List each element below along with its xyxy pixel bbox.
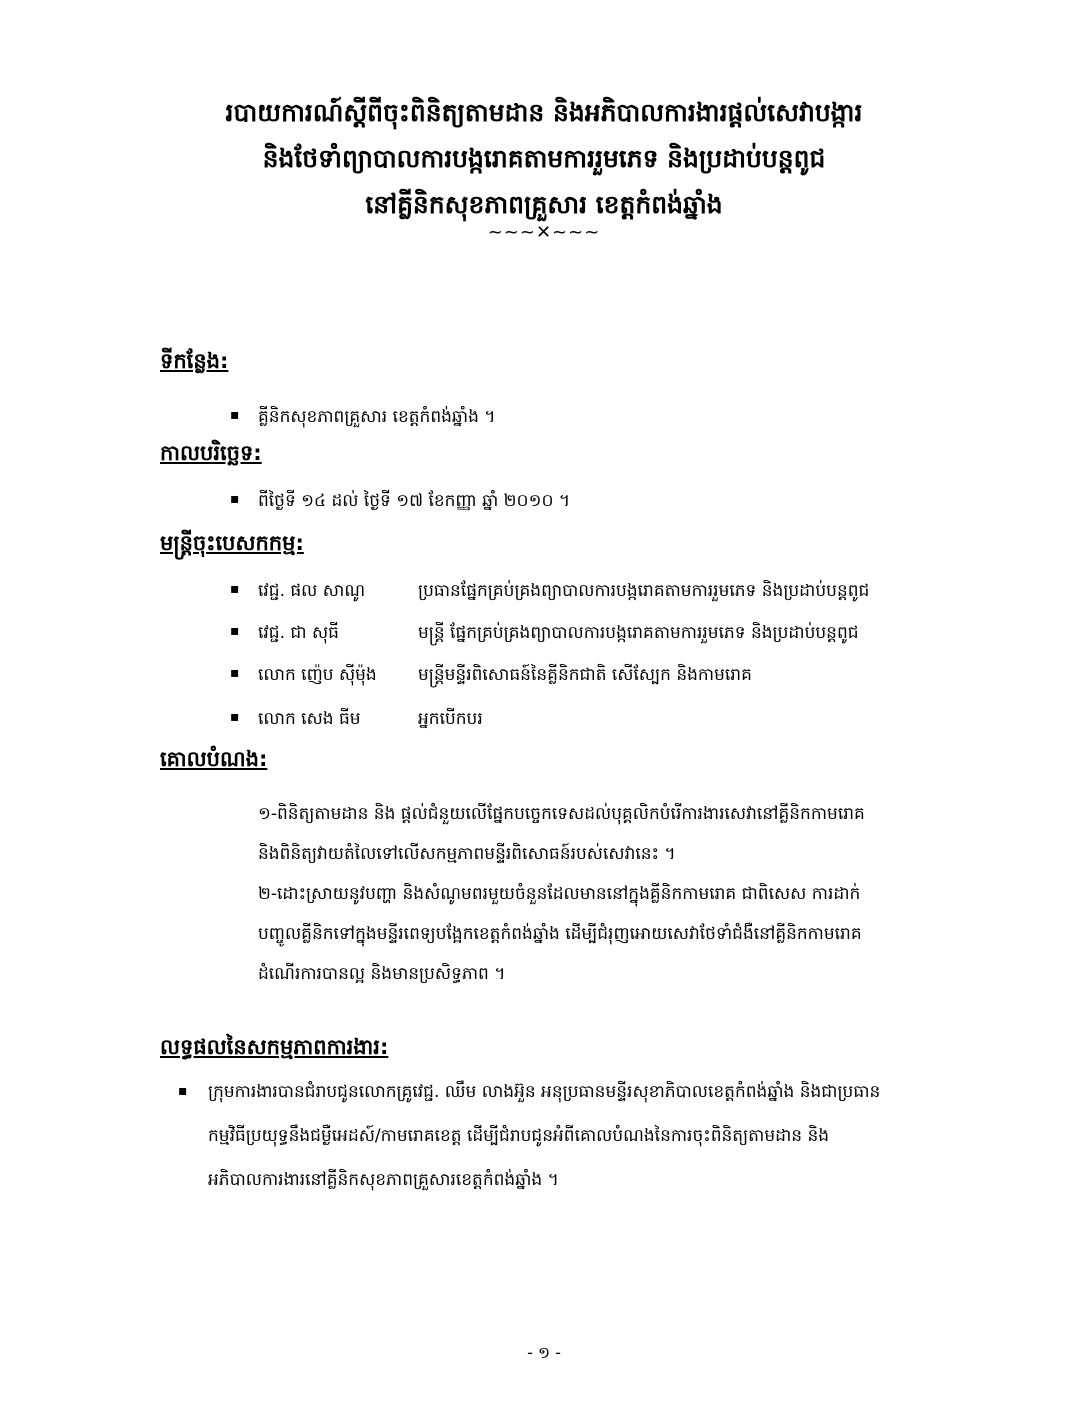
bullet-icon: ▪ [230,581,240,597]
staff-role: អ្នកបើកបរ [418,709,483,729]
staff-name: វេជ្ជ. ផល សាណូ [258,581,366,601]
staff-role: មន្ត្រី ផ្នែកគ្រប់គ្រងព្យាបាលការបង្ករោគតាមការរួមភេទ និងប្រដាប់បន្តពូជ [418,623,859,643]
title-line-2: និងថែទាំព្យាបាលការបង្ករោគតាមការរួមភេទ និងប្រដាប់បន្តពូជ [262,144,826,173]
bullet-icon: ▪ [230,491,240,507]
page-number: - ១ - [527,1343,561,1362]
bullet-icon: ▪ [230,709,240,725]
heading-period: កាលបរិច្ឆេទ: [160,441,262,465]
title-line-3: នៅគ្លីនិកសុខភាពគ្រួសារ ខេត្តកំពង់ឆ្នាំង [365,190,723,219]
staff-role: ប្រធានផ្នែកគ្រប់គ្រងព្យាបាលការបង្ករោគតាមការរួមភេទ និងប្រដាប់បន្តពូជ [418,581,870,601]
title-line-1: របាយការណ៍ស្តីពីចុះពិនិត្យតាមដាន និងអភិបាលការងារផ្តល់សេវាបង្ការ [225,98,863,127]
results-line-1: ក្រុមការងារបានជំរាបជូនលោកគ្រូវេជ្ជ. ឈឹម លាងអ៊ួន អនុប្រធានមន្ទីរសុខាភិបាលខេត្តកំពង់ឆ្នាំង និងជាប្រធាន [208,1082,881,1102]
period-text: ពីថ្ងៃទី ១៤ ដល់ ថ្ងៃទី ១៧ ខែកញ្ញា ឆ្នាំ ២០១០ ។ [258,491,571,511]
staff-name: លោក សេង ធីម [258,709,361,729]
objective-2-line-1: ២-ដោះស្រាយនូវបញ្ហា និងសំណូមពរមួយចំនួនដែលមាននៅក្នុងគ្លីនិកកាមរោគ ជាពិសេស ការដាក់ [258,884,861,904]
objective-1-line-1: ១-ពិនិត្យតាមដាន និង ផ្តល់ជំនួយលើផ្នែកបច្ចេកទេសដល់បុគ្គលិកបំរើការងារសេវានៅគ្លីនិកកាមរោគ [258,804,865,824]
bullet-icon: ▪ [230,407,240,423]
objective-2-line-3: ដំណើរការបានល្អ និងមានប្រសិទ្ធភាព ។ [258,964,506,984]
objective-1-line-2: និងពិនិត្យវាយតំលៃទៅលើសកម្មភាពមន្ទីរពិសោធន៍របស់សេវានេះ ។ [258,844,676,864]
title-ornament: ~~~✕~~~ [487,222,601,243]
staff-name: លោក ញ៉េប ស៊ីម៉ុង [258,665,377,685]
heading-staff: មន្ត្រីចុះបេសកកម្ម: [160,531,304,555]
staff-role: មន្ត្រីមន្ទីរពិសោធន៍នៃគ្លីនិកជាតិ សើស្បែក និងកាមរោគ [418,665,752,685]
place-text: គ្លីនិកសុខភាពគ្រួសារ ខេត្តកំពង់ឆ្នាំង ។ [258,407,496,427]
bullet-icon: ▪ [178,1083,188,1099]
staff-name: វេជ្ជ. ជា សុធី [258,623,339,643]
bullet-icon: ▪ [230,665,240,681]
bullet-icon: ▪ [230,623,240,639]
results-line-3: អភិបាលការងារនៅគ្លីនិកសុខភាពគ្រួសារខេត្តកំពង់ឆ្នាំង ។ [208,1170,559,1190]
heading-place: ទីកន្លែង: [160,349,229,373]
heading-objectives: គោលបំណង: [160,747,268,771]
heading-results: លទ្ធផលនៃសកម្មភាពការងារ: [160,1035,389,1059]
objective-2-line-2: បញ្ចូលគ្លីនិកទៅក្នុងមន្ទីរពេទ្យបង្អែកខេត្តកំពង់ឆ្នាំង ដើម្បីជំរុញអោយសេវាថែទាំជំងឺនៅគ្លីនិកកាមរោគ [258,924,862,944]
results-line-2: កម្មវិធីប្រយុទ្ធនឹងជម្ងឺអេដស៍/កាមរោគខេត្ត ដើម្បីជំរាបជូនអំពីគោលបំណងនៃការចុះពិនិត្យតាមដាន និង [208,1126,830,1146]
